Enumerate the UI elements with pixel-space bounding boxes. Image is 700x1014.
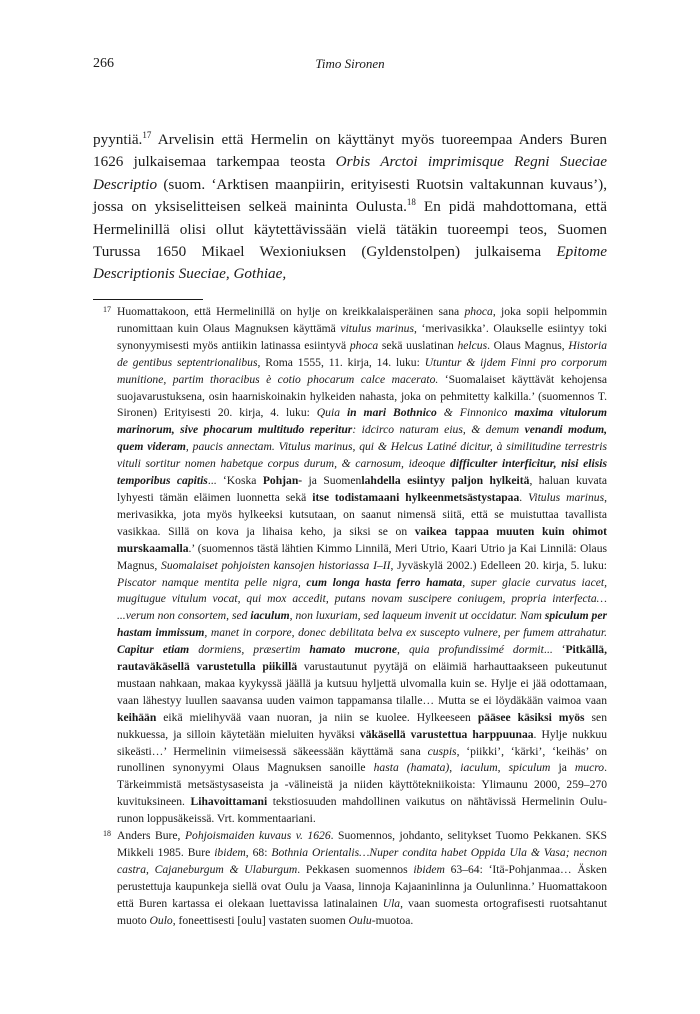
body-text-span: (suom. ‘Arktisen maanpiirin, erityisesti Ruotsin valtakunnan kuvaus’), jossa on yksiselitteisen selkeä maininta Oulusta. <box>93 175 607 216</box>
text-span: & Finnonico <box>436 406 515 420</box>
text-span: , super glacie curvatus iacet, mugitugue vitulum vocat, qui mox accedit, putans novam suscipere coniugem, propria interfecta… ...verum non consortem, sed <box>117 575 607 623</box>
text-span: Pohjan- <box>262 474 303 488</box>
text-span: , <box>449 761 461 775</box>
bold-emphasis <box>347 406 437 419</box>
text-span: , non luxuriam, sed laqueum invenit ut occidatur. Nam <box>289 609 545 623</box>
text-span: varustautunut pyytäjä on eläimiä harhauttaakseen pukeutunut mustaan nahkaan, makaa kyykyssä jäällä ja kutsuu hyljettä ulvomalla kuin se. Hylje ei jää odottamaan, vaan lähestyy luullen saavansa uuden vaimon tappamansa tilalle… Mutta se ei löydäkään vaimoa vaan <box>117 660 607 707</box>
text-span: , Jyväskylä 2002.) Edelleen 20. kirja, 5. luku: <box>390 558 607 572</box>
running-head: Timo Sironen <box>315 56 385 71</box>
text-span: Anders Bure, <box>117 829 185 843</box>
bold-emphasis <box>117 643 189 656</box>
text-span: Ula <box>382 896 401 910</box>
footnote-ref[interactable]: 17 <box>142 129 152 140</box>
text-span: lahdella esiintyy paljon hylkeitä <box>361 474 530 488</box>
text-span: . Pekkasen suomennos <box>297 862 414 876</box>
text-span: , joka sopii helpommin runomittaan kuin Olaus Magnuksen käyttämä <box>117 305 608 335</box>
text-span: ibidem <box>413 862 445 876</box>
footnote-text <box>117 828 607 929</box>
text-span: Huomattakoon, että Hermelinillä on hylje on kreikkalaisperäinen sana <box>117 305 465 318</box>
text-span: Suomalaiset pohjoisten kansojen historiassa I–II <box>161 558 391 572</box>
text-span: , quia profundissimé dormit <box>397 643 544 657</box>
footnote-divider <box>93 299 203 300</box>
bold-emphasis <box>250 609 289 622</box>
text-span: keihään <box>117 710 157 724</box>
text-span: . <box>519 490 529 504</box>
text-span: hasta (hamata) <box>373 761 450 775</box>
text-span: Bothnia Orientalis…Nuper condita habet Oppida Ula & Vasa; necnon castra, Cajaneburgum & Ulaburgum <box>117 846 608 876</box>
text-span: helcus <box>457 338 488 352</box>
text-span: pääsee käsiksi myös <box>477 710 585 724</box>
text-span: difficulter interficitur, nisi elisis temporibus capitis <box>117 457 607 488</box>
text-span: ... ‘ <box>543 643 566 657</box>
body-text-span: pyyntiä. <box>93 131 143 148</box>
text-span: .’ (suomennos tästä lähtien Kimmo Linnilä, Meri Utrio, Kaari Utrio ja Kai Linnilä: Olaus Magnus, <box>117 541 607 572</box>
body-paragraph <box>93 129 607 286</box>
text-span: phoca <box>349 338 379 352</box>
text-span: Oulu <box>348 913 372 927</box>
text-span: mucro <box>574 761 605 775</box>
text-span: maxima vitulorum marinorum, sive phocarum multitudo reperitur <box>117 406 608 437</box>
main-text <box>93 129 607 286</box>
text-span: . Tärkeimmistä metsästysaseista ja -välineistä ja niiden käyttötekniikoista: Ylimaunu 2000, 259–270 kuvituksineen. <box>117 761 608 809</box>
text-span: , vaan suomesta ortografisesti ruotsahtanut muoto <box>117 896 607 927</box>
footnotes <box>93 304 607 930</box>
footnote-17 <box>93 304 607 828</box>
text-span: , Roma 1555, 11. kirja, 14. luku: <box>257 355 425 369</box>
text-span: väkäsellä varustettua harppuunaa <box>359 727 534 741</box>
text-span: ibidem <box>214 846 246 859</box>
bold-emphasis <box>309 643 397 656</box>
text-span: Utuntur & ijdem Finni pro corporum munitione, partim thoracibus è cotio phocarum calce macerato. <box>117 355 607 386</box>
text-span: , paucis annectam. Vitulus marinus, qui & Helcus Latiné dicitur, à similitudine terrestris vituli sortitur nomen habetque corpus durum, & carnosum, ideoque <box>117 440 607 471</box>
text-span: Piscator namque mentita pelle nigra, <box>117 575 307 589</box>
text-span: Pohjoismaiden kuvaus v. 1626 <box>184 829 331 843</box>
text-span: , foneettisesti [oulu] vastaten suomen <box>172 913 349 927</box>
text-span: , 68: <box>245 846 272 859</box>
text-span: ja Suomen <box>302 474 362 488</box>
text-span: : idcirco naturam eius, & demum <box>352 423 525 437</box>
text-span: tekstiosuuden mahdollinen vaikutus on nähtävissä Hermelinin Oulu-runon loppusäkeissä. Vrt. kommentaariani. <box>117 795 608 826</box>
text-span: . Olaus Magnus, <box>487 338 569 352</box>
text-span: cum longa hasta ferro hamata <box>306 575 463 589</box>
text-span: , merivasikka, jota myös hylkeeksi kutsutaan, on saanut nimensä siitä, että se muistuttaa tavallista vasikkaa. Sillä on kova ja lihaisa keho, ja siksi se on <box>117 490 607 538</box>
text-span: vaikea tappaa muuten kuin ohimot murskaamalla <box>117 524 607 555</box>
text-span: Lihavoittamani <box>190 795 268 809</box>
text-span: , ‘piikki’, ‘kärki’, ‘keihäs’ on runollinen synonyymi Olaus Magnuksen sanoille <box>117 744 607 775</box>
footnote-ref[interactable]: 18 <box>406 197 416 208</box>
text-span: ... ‘Koska <box>207 474 263 488</box>
text-span: dormiens, præsertim <box>189 643 310 657</box>
page-header <box>93 56 607 74</box>
text-span: , <box>497 761 509 775</box>
text-span: phoca <box>464 305 493 318</box>
text-span: . Hylje nukkuu sikeästi…’ Hermelinin viimeisessä säkeessään käyttämä sana <box>117 727 608 758</box>
page-number: 266 <box>93 56 114 71</box>
text-span: eikä mielihyvää vaan nuoran, ja niin se kuolee. Hylkeeseen <box>156 710 478 724</box>
text-span: , manet in corpore, donec debilitata belva ex suscepto vulnere, per fumem attrahatur. <box>204 626 607 640</box>
text-span: hamato mucrone <box>309 643 398 657</box>
text-span: , ‘merivasikka’. Olaukselle esiintyy toki synonyymisesti myös antiikin latinassa esiintyvä <box>117 321 608 352</box>
text-span: . Suomennos, johdanto, selitykset Tuomo Pekkanen. SKS Mikkeli 1985. Bure <box>117 829 607 859</box>
text-span: sekä uuslatinan <box>378 338 458 352</box>
text-span: ‘Suomalaiset käyttävät kehojensa suojavarustuksena, osin haarniskoinakin hylkeiden nahasta, joka on pehmitetty kalkilla.’ (suomennos T. Sironen) Erityisesti 20. kirja, 4. luku: <box>117 372 607 420</box>
text-span: Historia de gentibus septentrionalibus <box>117 338 607 369</box>
text-span: , haluan kuvata lyhyesti tämän eläimen luonnetta sekä <box>117 474 607 504</box>
body-text-span: Arvelisin että Hermelin on käyttänyt myös tuoreempaa Anders Buren 1626 julkaisemaa tarkempaa teosta <box>93 131 607 171</box>
text-span: itse todistamaani hylkeenmetsästystapaa <box>312 490 520 504</box>
text-span: vitulus marinus <box>340 321 414 335</box>
text-span: Oulo <box>149 913 173 927</box>
text-span: iaculum <box>460 761 498 775</box>
footnote-18 <box>93 828 607 929</box>
text-span: iaculum <box>250 609 290 623</box>
footnote-number: 17 <box>103 305 111 314</box>
text-span: Pitkällä, rautaväkäsellä varustetulla piikillä <box>117 643 607 674</box>
bold-emphasis <box>306 576 462 589</box>
footnote-text <box>117 304 607 828</box>
text-span: ja <box>550 761 575 775</box>
text-span: spiculum per hastam immissum <box>117 609 607 640</box>
text-span: 63–64: ‘Itä-Pohjanmaa… Äsken perustettuja kaupunkeja siellä ovat Oulu ja Vaasa, linnoja Kajaaninlinna ja Oulunlinna.’ Huomattakoon että Buren kartassa ei olekaan luettavissa latinalainen <box>117 862 607 910</box>
text-span: in mari Bothnico <box>346 406 437 420</box>
work-title: Epitome Descriptionis Sueciae, Gothiae, <box>93 243 607 283</box>
body-text-span: En pidä mahdottomana, että Hermelinillä olisi ollut käytettävissään vielä tätäkin tuoreempi teos, Suomen Turussa 1650 Mikael Wexioniuksen (Gyldenstolpen) julkaisema <box>93 198 607 261</box>
text-span: venandi modum, quem videram <box>117 423 607 454</box>
text-span: spiculum <box>508 761 551 775</box>
text-span: -muotoa. <box>371 913 414 927</box>
text-span: Capitur etiam <box>117 643 190 657</box>
footnote-number: 18 <box>103 829 111 839</box>
text-span: Quia <box>316 406 347 420</box>
work-title: Orbis Arctoi imprimisque Regni Sueciae Descriptio <box>93 153 608 193</box>
text-span: sen nukkuessa, ja silloin käytetään mieluiten hyväksi <box>117 710 607 741</box>
text-span: Vitulus marinus <box>528 490 605 504</box>
text-span: cuspis <box>427 744 457 758</box>
